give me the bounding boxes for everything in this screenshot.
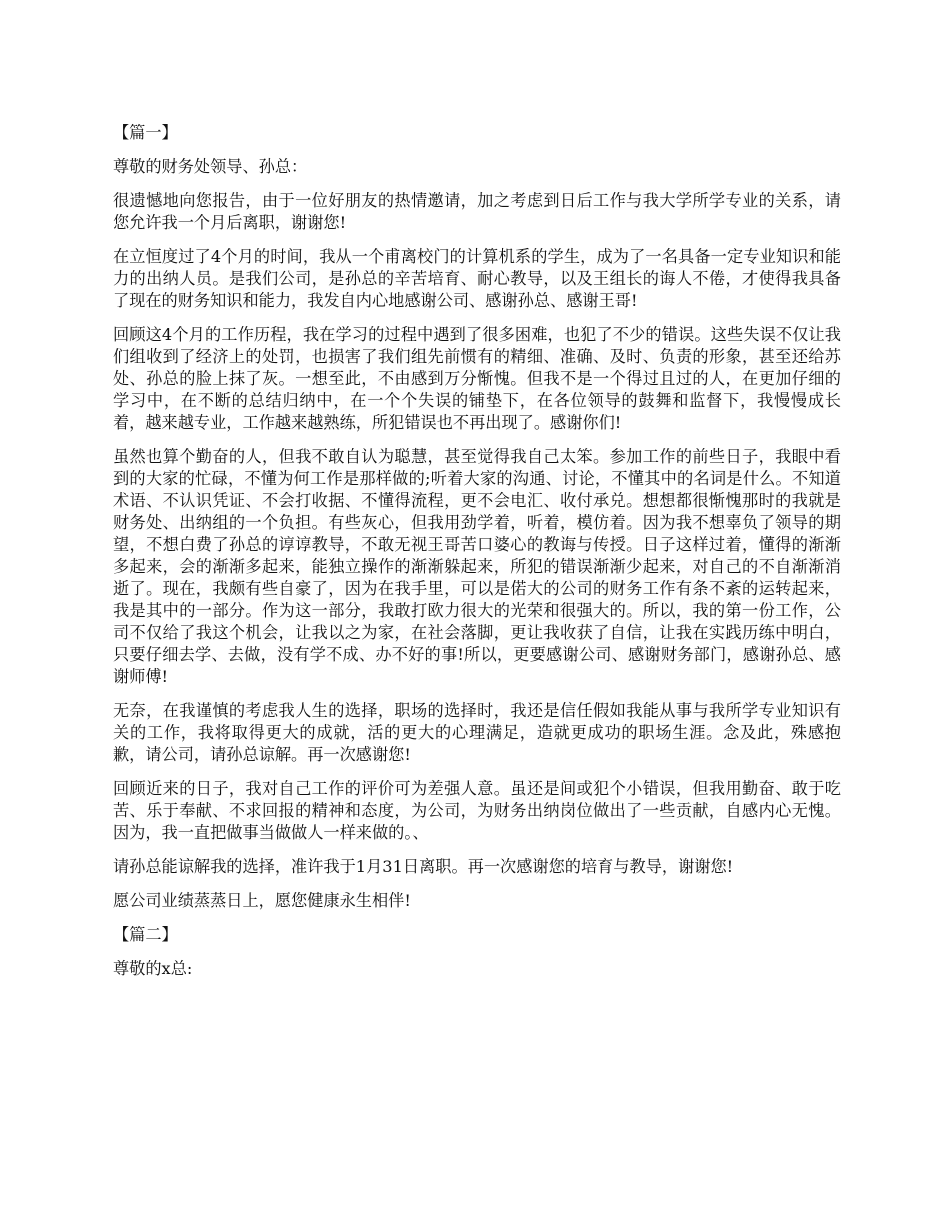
salutation-1: 尊敬的财务处领导、孙总： [113,157,308,176]
document-body [113,122,841,992]
body-paragraph: 请孙总能谅解我的选择，准许我于1月31日离职。再一次感谢您的培育与教导，谢谢您! [113,857,734,876]
closing-paragraph: 愿公司业绩蒸蒸日上，愿您健康永生相伴! [113,891,411,910]
body-paragraph: 虽然也算个勤奋的人，但我不敢自认为聪慧，甚至觉得我自己太笨。参加工作的前些日子，我眼中看到的大家的忙碌，不懂为何工作是那样做的;听着大家的沟通、讨论，不懂其中的名词是什么。不知道术语、不认识凭证、不会打收据、不懂得流程，更不会电汇、收付承兑。想想都很惭愧那时的我就是财务处、出纳组的一个负担。有些灰心，但我用劲学着，听着，模仿着。因为我不想辜负了领导的期望，不想白费了孙总的谆谆教导，不敢无视王哥苦口婆心的教诲与传授。日子这样过着，懂得的渐渐多起来，会的渐渐多起来，能独立操作的渐渐躲起来，所犯的错误渐渐少起来，对自己的不自渐渐消逝了。现在，我颇有些自豪了，因为在我手里，可以是偌大的公司的财务工作有条不紊的运转起来，我是其中的一部分。作为这一部分，我敢打欧力很大的光荣和很强大的。所以，我的第一份工作，公司不仅给了我这个机会，让我以之为家，在社会落脚，更让我收获了自信，让我在实践历练中明白，只要仔细去学、去做，没有学不成、办不好的事!所以，更要感谢公司、感谢财务部门，感谢孙总、感谢师傅! [113,447,841,686]
body-paragraph: 在立恒度过了4个月的时间，我从一个甫离校门的计算机系的学生，成为了一名具备一定专业知识和能力的出纳人员。是我们公司，是孙总的辛苦培育、耐心教导，以及王组长的诲人不倦，才使得我具备了现在的财务知识和能力，我发自内心地感谢公司、感谢孙总、感谢王哥! [113,247,841,310]
salutation-2: 尊敬的x总: [113,959,193,978]
body-paragraph: 无奈，在我谨慎的考虑我人生的选择，职场的选择时，我还是信任假如我能从事与我所学专业知识有关的工作，我将取得更大的成就，活的更大的心理满足，造就更成功的职场生涯。念及此，殊感抱歉，请公司，请孙总谅解。再一次感谢您! [113,701,841,764]
body-paragraph: 很遗憾地向您报告，由于一位好朋友的热情邀请，加之考虑到日后工作与我大学所学专业的关系，请您允许我一个月后离职，谢谢您! [113,191,841,232]
body-paragraph: 回顾近来的日子，我对自己工作的评价可为差强人意。虽还是间或犯个小错误，但我用勤奋、敢于吃苦、乐于奉献、不求回报的精神和态度，为公司，为财务出纳岗位做出了一些贡献，自感内心无愧。因为，我一直把做事当做做人一样来做的。、 [113,779,841,842]
section-heading-1: 【篇一】 [113,123,178,142]
section-heading-2: 【篇二】 [113,925,178,944]
body-paragraph: 回顾这4个月的工作历程，我在学习的过程中遇到了很多困难，也犯了不少的错误。这些失误不仅让我们组收到了经济上的处罚，也损害了我们组先前惯有的精细、准确、及时、负责的形象，甚至还给苏处、孙总的脸上抹了灰。一想至此，不由感到万分惭愧。但我不是一个得过且过的人，在更加仔细的学习中，在不断的总结归纳中，在一个个失误的铺垫下，在各位领导的鼓舞和监督下，我慢慢成长着，越来越专业，工作越来越熟练，所犯错误也不再出现了。感谢你们! [113,325,841,432]
